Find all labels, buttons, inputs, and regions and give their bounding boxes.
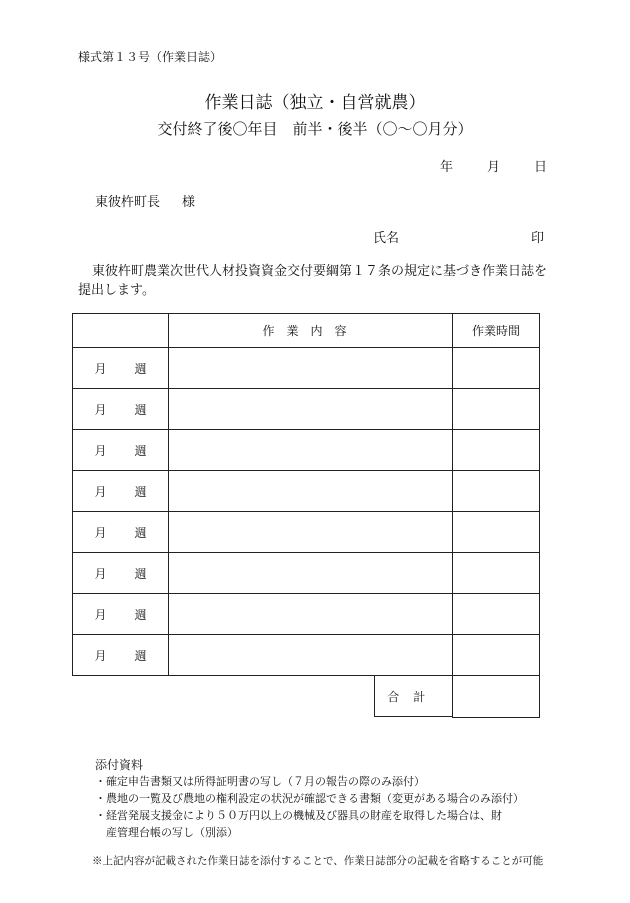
date-month-label: 月 [487,160,501,175]
applicant-name-label: 氏名 [373,231,400,246]
work-hours-cell[interactable] [453,471,540,512]
table-row [73,430,540,471]
attachment-item: ・農地の一覧及び農地の権利設定の状況が確認できる書類（変更がある場合のみ添付） [95,792,524,805]
period-cell: 月 週 [73,594,169,635]
date-year-label: 年 [440,160,454,175]
submission-statement: 東彼杵町農業次世代人材投資資金交付要綱第１７条の規定に基づき作業日誌を提出します。 [78,264,548,298]
table-row [73,512,540,553]
header-work-content: 作業内容 [169,314,453,348]
attachments-title: 添付資料 [95,758,144,772]
attachment-item: 産管理台帳の写し（別添） [95,826,238,839]
work-hours-cell[interactable] [453,635,540,676]
period-cell: 月 週 [73,389,169,430]
attachment-item: ・経営発展支援金により５０万円以上の機械及び器具の財産を取得した場合は、財 [95,809,502,822]
work-content-cell[interactable] [169,389,453,430]
work-content-cell[interactable] [169,471,453,512]
period-cell: 月 週 [73,348,169,389]
work-content-cell[interactable] [169,430,453,471]
table-row [73,635,540,676]
period-cell: 月 週 [73,471,169,512]
addressee-honorific: 様 [182,195,196,210]
addressee [95,191,195,210]
work-content-cell[interactable] [169,512,453,553]
table-row [73,348,540,389]
table-row [73,389,540,430]
period-cell: 月 週 [73,430,169,471]
period-cell: 月 週 [73,553,169,594]
form-number: 様式第１３号（作業日誌） [78,50,223,64]
date-day-label: 日 [534,160,548,175]
work-log-table [72,313,540,718]
table-row [73,594,540,635]
page-title: 作業日誌（独立・自営就農） [204,93,426,113]
total-row [73,676,540,718]
work-content-cell[interactable] [169,553,453,594]
period-cell: 月 週 [73,635,169,676]
page-subtitle: 交付終了後〇年目 前半・後半（〇～〇月分） [157,120,473,138]
work-hours-cell[interactable] [453,594,540,635]
total-label: 合計 [374,676,453,717]
seal-mark: 印 [531,231,545,246]
work-hours-cell[interactable] [453,348,540,389]
work-hours-cell[interactable] [453,389,540,430]
table-row [73,471,540,512]
header-period [73,314,169,348]
header-work-hours: 作業時間 [453,314,540,348]
table-header-row [73,314,540,348]
total-hours-cell[interactable] [453,676,540,718]
work-content-cell[interactable] [169,635,453,676]
work-hours-cell[interactable] [453,430,540,471]
table-row [73,553,540,594]
work-content-cell[interactable] [169,348,453,389]
addressee-name: 東彼杵町長 [95,195,161,210]
work-content-cell[interactable] [169,594,453,635]
attachment-item: ・確定申告書類又は所得証明書の写し（７月の報告の際のみ添付） [95,775,425,788]
total-label-container [169,676,453,718]
footnote: ※上記内容が記載された作業日誌を添付することで、作業日誌部分の記載を省略することが可能 [92,855,544,867]
period-cell: 月 週 [73,512,169,553]
work-hours-cell[interactable] [453,553,540,594]
work-hours-cell[interactable] [453,512,540,553]
total-row-spacer [73,676,169,718]
